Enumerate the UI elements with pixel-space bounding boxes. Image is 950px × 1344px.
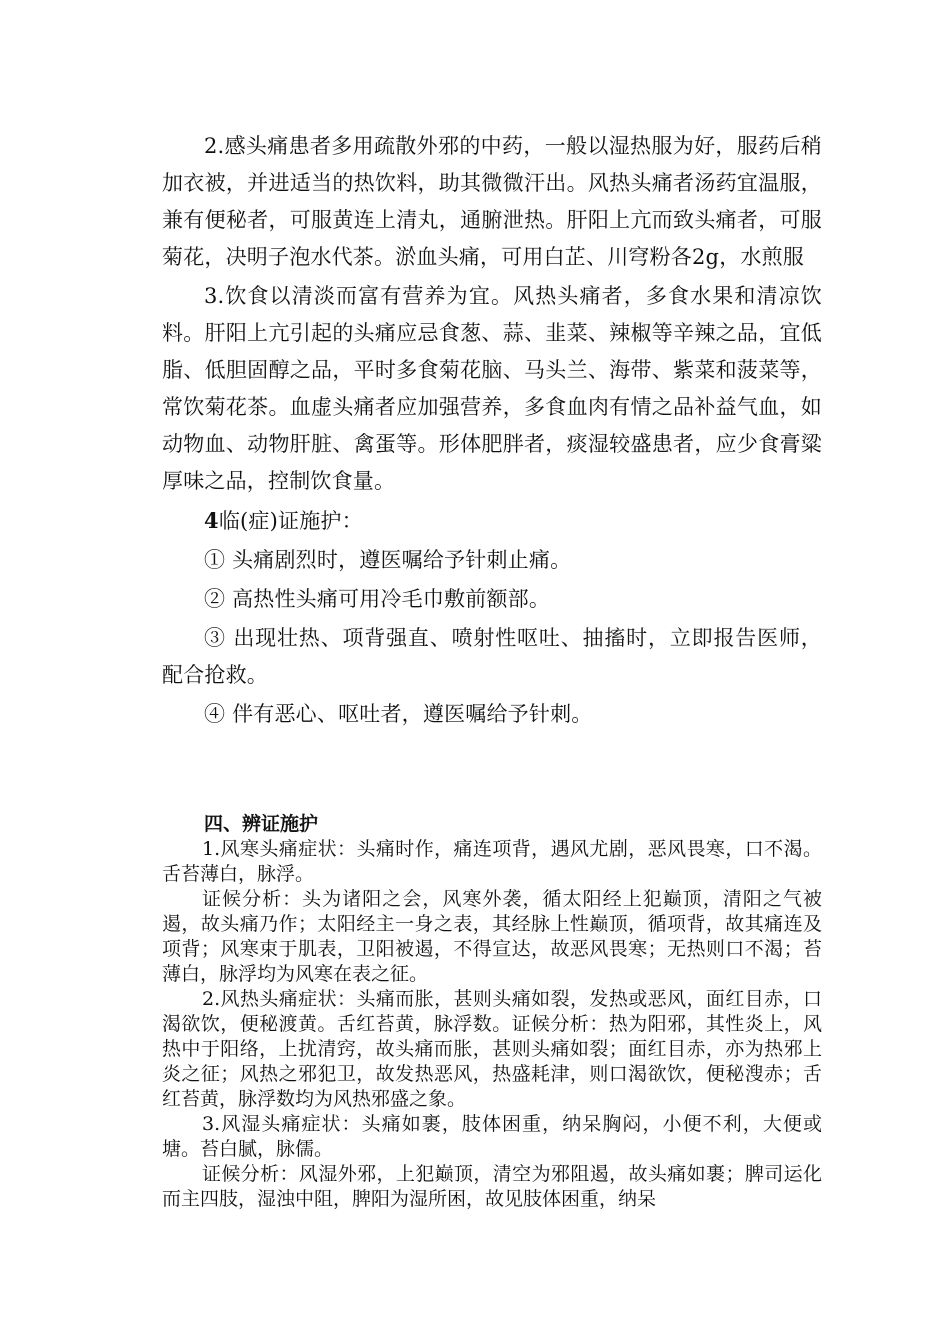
list-item: ① 头痛剧烈时，遵医嘱给予针刺止痛。 bbox=[204, 548, 572, 572]
symptom-care-heading bbox=[162, 502, 822, 540]
paragraph-diet: 3.饮食以清淡而富有营养为宜。风热头痛者，多食水果和清凉饮料。肝阳上亢引起的头痛应忌食葱、蒜、韭菜、辣椒等辛辣之品，宜低脂、低胆固醇之品，平时多食菊花脑、马头兰、海带、紫菜和菠菜等，常饮菊花茶。血虚头痛者应加强营养，多食血肉有情之品补益气血，如动物血、动物肝脏、禽蛋等。形体肥胖者，痰湿较盛患者，应少食膏粱厚味之品，控制饮食量。 bbox=[162, 284, 822, 493]
section-heading: 四、辨证施护 bbox=[204, 813, 319, 835]
syndrome-differentiation-section bbox=[162, 812, 822, 1212]
paragraph-wind-damp-analysis: 证候分析：风湿外邪，上犯巅顶，清空为邪阻遏，故头痛如裹；脾司运化而主四肢，湿浊中阻，脾阳为湿所困，故见肢体困重，纳呆 bbox=[162, 1163, 822, 1210]
symptom-care-heading-number: 4 bbox=[204, 508, 219, 533]
list-item: ③ 出现壮热、项背强直、喷射性呕吐、抽搐时，立即报告医师，配合抢救。 bbox=[162, 626, 822, 687]
list-item: ④ 伴有恶心、呕吐者，遵医嘱给予针刺。 bbox=[204, 702, 593, 726]
paragraph-wind-heat: 2.风热头痛症状：头痛而胀，甚则头痛如裂，发热或恶风，面红目赤，口渴欲饮，便秘渡黄。舌红苔黄，脉浮数。证候分析：热为阳邪，其性炎上，风热中于阳络，上扰清窍，故头痛而胀，甚则头痛如裂；面红目赤，亦为热邪上炎之征；风热之邪犯卫，故发热恶风，热盛耗津，则口渴欲饮，便秘溲赤；舌红苔黄，脉浮数均为风热邪盛之象。 bbox=[162, 988, 822, 1110]
nursing-advice-section bbox=[162, 128, 822, 735]
paragraph-wind-damp-symptoms: 3.风湿头痛症状：头痛如裹，肢体困重，纳呆胸闷，小便不利，大便或塘。苔白腻，脉儒。 bbox=[162, 1113, 822, 1160]
list-item: ② 高热性头痛可用冷毛巾敷前额部。 bbox=[204, 587, 551, 611]
paragraph-wind-cold-analysis: 证候分析：头为诸阳之会，风寒外袭，循太阳经上犯巅顶，清阳之气被遏，故头痛乃作；太阳经主一身之表，其经脉上性巅顶，循项背，故其痛连及项背；风寒束于肌表，卫阳被遏，不得宣达，故恶风畏寒；无热则口不渴；苔薄白，脉浮均为风寒在表之征。 bbox=[162, 888, 822, 985]
paragraph-wind-cold-symptoms: 1.风寒头痛症状：头痛时作，痛连项背，遇风尤剧，恶风畏寒，口不渴。舌苔薄白，脉浮。 bbox=[162, 838, 822, 885]
symptom-care-heading-text: 临(症)证施护： bbox=[218, 509, 363, 533]
paragraph-medication: 2.感头痛患者多用疏散外邪的中药，一般以湿热服为好，服药后稍加衣被，并进适当的热饮料，助其微微汗出。风热头痛者汤药宜温服，兼有便秘者，可服黄连上清丸，通腑泄热。肝阳上亢而致头痛者，可服菊花，决明子泡水代茶。淤血头痛，可用白芷、川穹粉各2g，水煎服 bbox=[162, 134, 822, 269]
